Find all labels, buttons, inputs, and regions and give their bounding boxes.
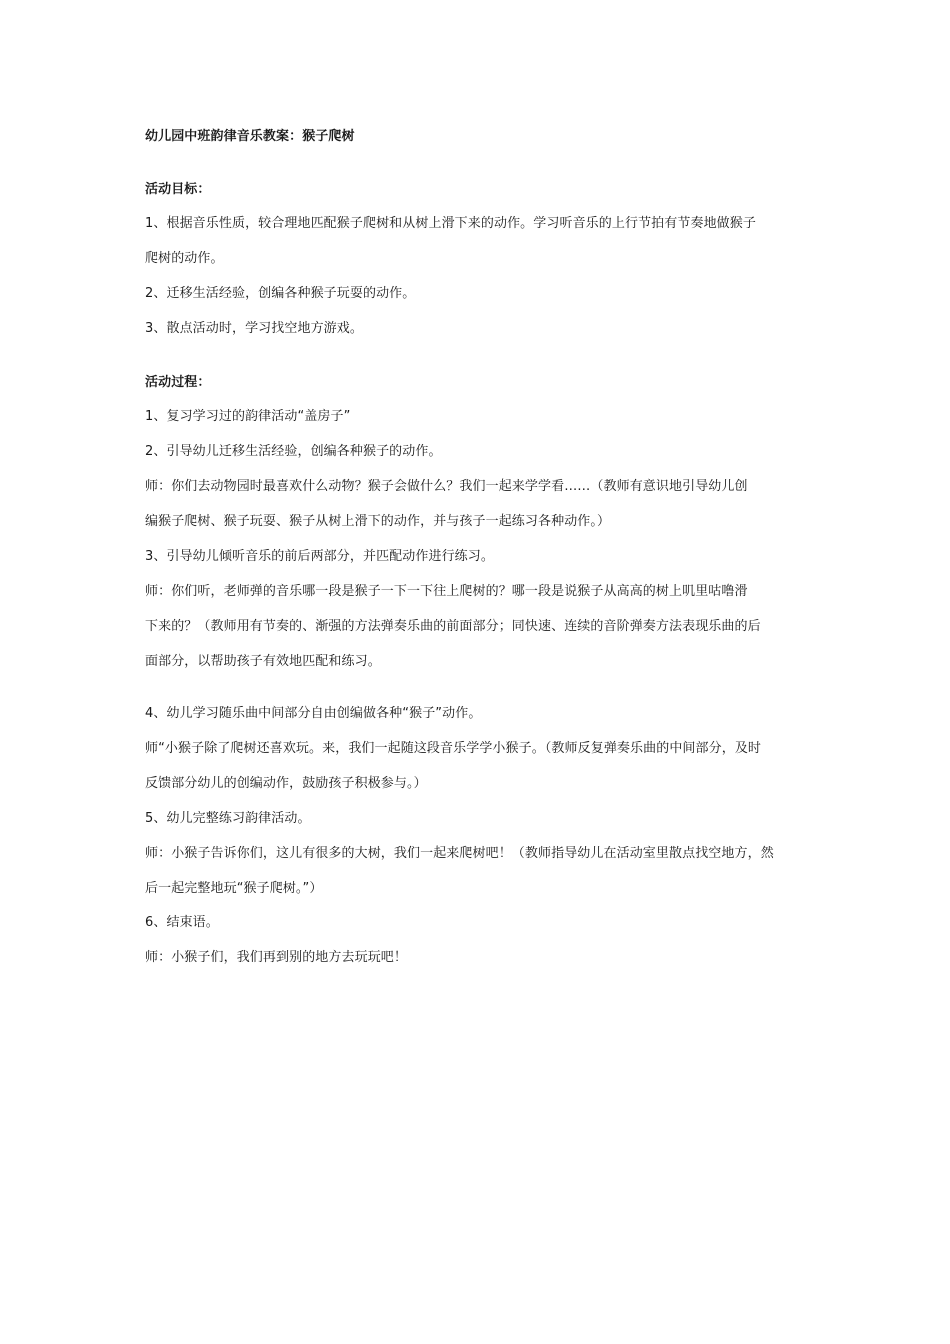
goal-line: 爬树的动作。 (145, 251, 224, 266)
process-line: 编猴子爬树、猴子玩耍、猴子从树上滑下的动作，并与孩子一起练习各种动作。） (145, 514, 611, 529)
process-line: 下来的？（教师用有节奏的、渐强的方法弹奏乐曲的前面部分；同快速、连续的音阶弹奏方法表现乐曲的后 (145, 619, 761, 634)
process-line: 1、复习学习过的韵律活动“盖房子” (145, 409, 351, 424)
goal-line: 2、迁移生活经验，创编各种猴子玩耍的动作。 (145, 286, 416, 301)
process-line: 反馈部分幼儿的创编动作，鼓励孩子积极参与。） (145, 776, 427, 791)
process-line: 2、引导幼儿迁移生活经验，创编各种猴子的动作。 (145, 444, 442, 459)
process-line: 6、结束语。 (145, 915, 219, 930)
process-line: 师：小猴子告诉你们，这儿有很多的大树，我们一起来爬树吧！（教师指导幼儿在活动室里散点找空地方，然 (145, 846, 774, 861)
goal-line: 1、根据音乐性质，较合理地匹配猴子爬树和从树上滑下来的动作。学习听音乐的上行节拍有节奏地做猴子 (145, 216, 756, 231)
process-line: 师：你们听，老师弹的音乐哪一段是猴子一下一下往上爬树的？哪一段是说猴子从高高的树上叽里咕噜滑 (145, 584, 748, 599)
process-line: 面部分，以帮助孩子有效地匹配和练习。 (145, 654, 381, 669)
process-line: 师：小猴子们，我们再到别的地方去玩玩吧！ (145, 950, 408, 965)
process-heading: 活动过程： (145, 375, 211, 390)
process-line: 师：你们去动物园时最喜欢什么动物？猴子会做什么？我们一起来学学看……（教师有意识地引导幼儿创 (145, 479, 748, 494)
process-line: 5、幼儿完整练习韵律活动。 (145, 811, 311, 826)
process-line: 师“小猴子除了爬树还喜欢玩。来，我们一起随这段音乐学学小猴子。（教师反复弹奏乐曲的中间部分，及时 (145, 741, 762, 756)
goal-line: 3、散点活动时，学习找空地方游戏。 (145, 321, 363, 336)
process-line: 3、引导幼儿倾听音乐的前后两部分，并匹配动作进行练习。 (145, 549, 494, 564)
process-line: 后一起完整地玩“猴子爬树。”） (145, 881, 323, 896)
document-title: 幼儿园中班韵律音乐教案：猴子爬树 (145, 129, 355, 144)
goals-heading: 活动目标： (145, 182, 211, 197)
process-line: 4、幼儿学习随乐曲中间部分自由创编做各种“猴子”动作。 (145, 706, 482, 721)
